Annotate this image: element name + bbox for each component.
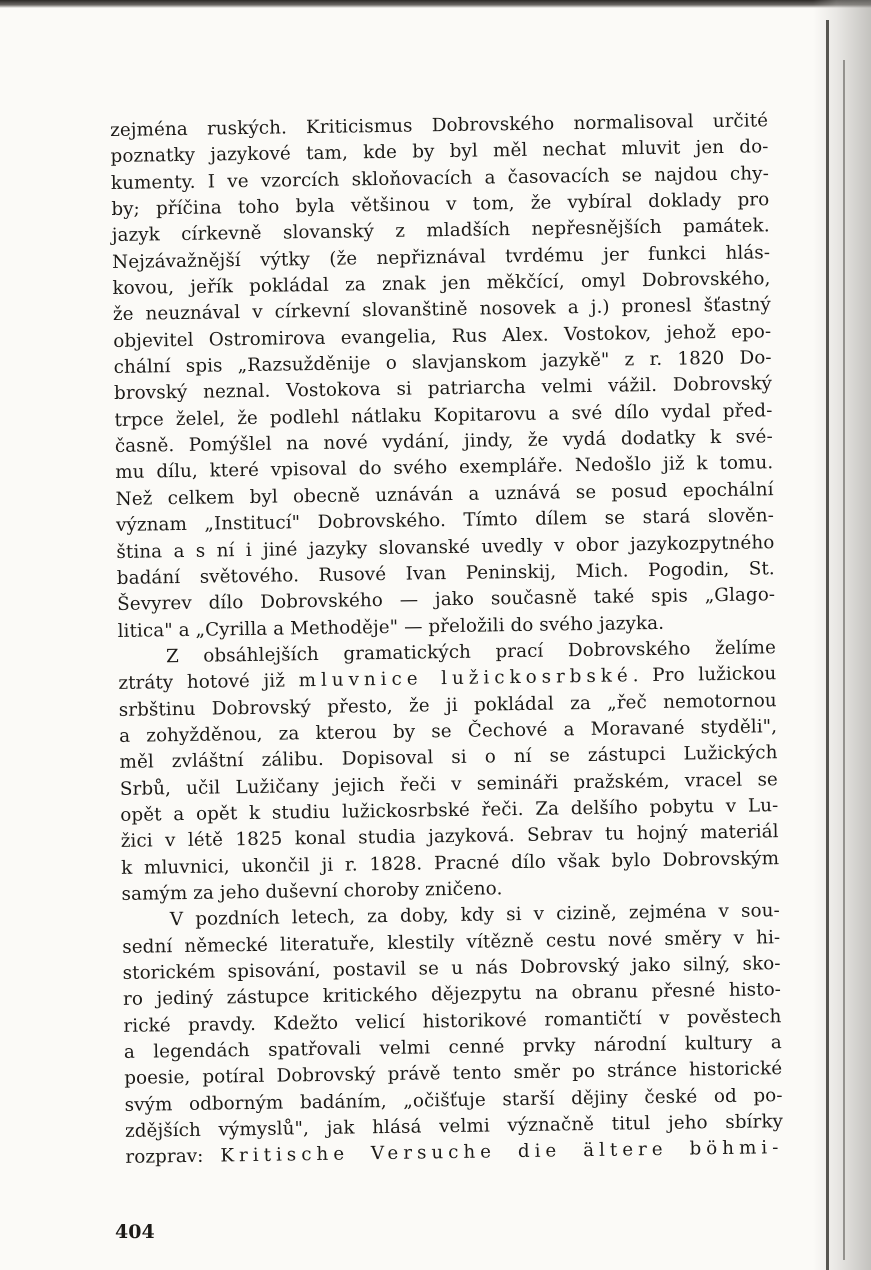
text-line: zejména ruských. Kriticismus Dobrovského normalisoval určité: [110, 110, 769, 141]
binding-edge: [826, 20, 829, 1270]
page-text-block: [110, 108, 784, 1171]
text-line: brovský neznal. Vostokova si patriarcha velmi vážil. Dobrovský: [113, 373, 773, 405]
text-line: ština a s ní i jiné jazyky slovanské uvedly v obor jazykozpytného: [116, 531, 775, 563]
paragraph-3: [122, 898, 784, 1171]
text-line: samým za jeho duševní choroby zničeno.: [121, 878, 503, 905]
paragraph-1: [110, 108, 776, 645]
text-line: litica" a „Cyrilla a Methoděje" — přeložili do svého jazyka.: [117, 612, 665, 642]
text-line: chální spis „Razsužděnije o slavjanskom jazykě" z r. 1820 Do-: [113, 347, 772, 379]
text-line: kovou, jeřík pokládal za znak jen měkčící, omyl Dobrovského,: [112, 268, 771, 300]
text-line: sední německé literatuře, klestily vítězně cestu nové směry v hi-: [122, 926, 781, 958]
text-line: rické pravdy. Kdežto velicí historikové romantičtí v pověstech: [123, 1005, 782, 1037]
text-line: srbštinu Dobrovský přesto, že ji pokládal za „řeč nemotornou: [118, 689, 777, 721]
text-fragment: rozprav:: [125, 1145, 221, 1169]
text-line: objevitel Ostromirova evangelia, Rus Alex. Vostokov, jehož epo-: [113, 320, 772, 352]
text-line: k mluvnici, ukončil ji r. 1828. Pracné dílo však bylo Dobrovským: [120, 847, 780, 879]
text-line: trpce želel, že podlehl nátlaku Kopitarovu a své dílo vydal před-: [114, 399, 773, 431]
text-line: Srbů, učil Lužičany jejich řeči v semináři pražském, vracel se: [119, 768, 779, 800]
text-line: ro jediný zástupce kritického dějezpytu na obranu přesné histo-: [122, 979, 782, 1011]
text-line: měl zvláštní zálibu. Dopisoval si o ní se zástupci Lužických: [119, 742, 778, 774]
text-line: opět a opět k studiu lužickosrbské řeči. Za delšího pobytu v Lu-: [120, 795, 779, 826]
text-line: a zohyžděnou, za kterou by se Čechové a Moravané styděli",: [119, 716, 778, 747]
text-line: zdějších výmyslů", jak hlásá velmi význačně titul jeho sbírky: [124, 1111, 784, 1142]
text-line: žici v létě 1825 konal studia jazyková. Sebrav tu hojný materiál: [120, 821, 779, 853]
text-line: Nejzávažnější výtky (že nepřiznával tvrdému jer funkci hlás-: [111, 241, 771, 273]
text-line: jazyk církevně slovanský z mladších nepřesnějších památek.: [111, 215, 770, 247]
text-line: poesie, potíral Dobrovský právě tento směr po stránce historické: [124, 1058, 783, 1090]
text-line: mu dílu, které vpisoval do svého exempláře. Nedošlo již k tomu.: [115, 452, 774, 484]
text-line: by; příčina toho byla většinou v tom, že vybíral doklady pro: [111, 189, 770, 221]
text-line: storickém spisování, postavil se u nás Dobrovský jako silný, sko-: [122, 953, 781, 984]
text-line: V pozdních letech, za doby, kdy si v cizině, zejména v sou-: [169, 900, 780, 931]
page-number: 404: [115, 1221, 155, 1243]
text-line: Z obsáhlejších gramatických prací Dobrovského želíme: [165, 637, 777, 668]
text-line: svým odborným badáním, „očišťuje starší dějiny české od po-: [124, 1084, 783, 1116]
emphasized-title: mluvnice lužickosrbské: [298, 665, 633, 692]
scan-top-edge: [0, 0, 871, 8]
text-line: časně. Pomýšlel na nové vydání, jindy, že vydá dodatky k své-: [114, 426, 773, 458]
text-line: Ševyrev dílo Dobrovského — jako současně také spis „Glago-: [117, 584, 776, 616]
text-line: že neuznával v církevní slovanštině nosovek a j.) pronesl šťastný: [112, 294, 772, 326]
paragraph-2: [118, 635, 780, 908]
emphasized-title: Kritische Versuche die ältere böhmi-: [220, 1137, 784, 1167]
text-line: Než celkem byl obecně uznáván a uznává se posud epochální: [115, 479, 774, 510]
binding-edge-inner: [843, 60, 845, 1260]
text-line: a legendách spatřovali velmi cenné prvky národní kultury a: [123, 1032, 782, 1063]
text-line: poznatky jazykové tam, kde by byl měl nechat mluvit jen do-: [110, 136, 769, 168]
text-line: badání světového. Rusové Ivan Peninskij, Mich. Pogodin, St.: [116, 558, 775, 589]
text-line: význam „Institucí" Dobrovského. Tímto dílem se stará slověn-: [115, 505, 775, 537]
text-fragment: . Pro lužickou: [632, 663, 777, 687]
text-fragment: ztráty hotové již: [118, 670, 299, 695]
binding-shadow: [813, 0, 871, 1270]
text-line: kumenty. I ve vzorcích skloňovacích a časovacích se najdou chy-: [110, 162, 770, 194]
